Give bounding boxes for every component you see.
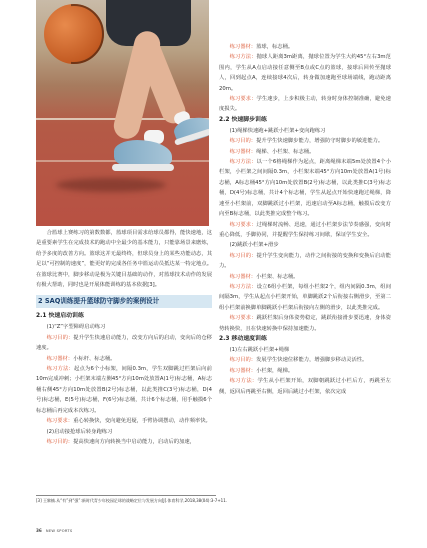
exercise-equipment: 练习器材：小标杆、标志桶。 — [46, 355, 116, 362]
exercise-requirement: 练习要求：跳跃栏架后身体姿势稳定，跳跃衔接滑步要迅速，身体姿势转换快，且在快速转换中保持加速能力。 — [219, 315, 391, 332]
exercise-goal: 练习目的：提升学生变向能力，动作之间衔接的变换和变换后启动能力。 — [219, 252, 391, 270]
right-column — [219, 42, 391, 397]
section-title: 2 SAQ训练提升篮球防守脚步的案例设计 — [36, 295, 212, 308]
exercise-equipment: 练习器材：绳梯、小栏架、标志桶。 — [229, 148, 315, 155]
exercise-title: (2)跳跃小栏架+滑步 — [229, 242, 279, 249]
heading-2-3: 2.3 移动速度训练 — [219, 335, 267, 342]
exercise-title: (1)绳梯快速跑+跳跃小栏架+变向跑练习 — [229, 127, 326, 134]
exercise-requirement: 练习要求：重心转换快，变向避免迟疑，手臂协调摆动，动作频率快。 — [46, 418, 211, 425]
exercise-goal: 练习目的：提升学生快速启动能力，改变方向后的启动，变向后的仓移速度。 — [36, 334, 212, 352]
exercise-method: 练习方法：学生从小栏架开始，双脚朝跳跃过小栏后方，再跳至左侧，返回后再跳至右侧，返回后跳过小栏架，依次完成 — [219, 378, 391, 395]
exercise-title: (1)“Z”字型障碍启动练习 — [46, 324, 106, 331]
magazine-name: NEW SPORTS — [45, 529, 73, 533]
page-folio — [36, 528, 72, 533]
exercise-method: 练习方法：设立6组小栏架，每组小栏架2个，组内间隔0.3m，组间间隔3m，学生从起点小栏架开始，单脚跳跃2个后衔接右侧滑步，至第二组小栏架前换脚单脚跳跃小栏架后衔接向左侧的滑步，以此类推完成。 — [219, 283, 391, 311]
exercise-title: (2)启动接抢球后转身跑练习 — [46, 428, 113, 435]
heading-2-1: 2.1 快速启动训练 — [36, 313, 84, 320]
exercise-method: 练习方法：抛球人距离3m距离，抛球位置为学生大约45°左右3m范围内，学生从A点启动接任意侧至B点或C点的篮球，接球后回传至抛球人，回到起点A，连续接球4次后，转身做加速跑至球场端线，跑动距离20m。 — [219, 54, 391, 92]
intro-paragraph: 合篮球上赛练习的第数数都，篮球项目需求给球员都得，能快速地，这是重要素学生在完成技术的跑动中全最少的基本能力，只能靠场景来磨炼，给予多度的改善方向。篮球这并无最终终，但球员身上的某些功能动态，其足以“可控制的速度”，能更好的完成各任务中篮运动员抵达某一特定地点。在篮球比赛中，脚步移动是极为关键目基础的动作，对篮球技术动作的发展有极大帮助，同时也是开展体能训练的基本依据[3]。 — [36, 230, 212, 289]
exercise-requirement: 练习要求：过绳梯时流畅、迅速，通过小栏架步法节奏感强，变向时重心降低，手脚协同，并提醒学生保持练习间歇，保证学生安全。 — [219, 221, 391, 238]
exercise-goal: 练习目的：发展学生快速位移能力，增强脚步移动灵活性。 — [229, 357, 368, 364]
exercise-goal: 练习目的：提高快速向方向转换当中启动能力，启动后的加速， — [46, 438, 195, 445]
left-column — [36, 228, 212, 447]
exercise-equipment: 练习器材：小栏架，绳梯。 — [229, 367, 294, 374]
exercise-requirement: 练习要求：学生速步，上步积极主动，转身时身体控制准确，避免速度损失。 — [219, 96, 391, 113]
exercise-title: (1)左右跳跃小栏架+绳梯 — [229, 346, 290, 353]
page-number: 36 — [36, 528, 42, 533]
exercise-goal: 练习目的：提升学生快速脚步能力，增强防守时脚步的敏进能力。 — [229, 138, 384, 145]
exercise-method: 练习方法：以一个6格绳梯作为起点，距离绳梯末端5m处放置4个小栏架，小栏架之间间隔0.3m，小栏架末端45°方向10m处放置A(1号)标志桶，A标志桶45°方向10m处放置B(2号)标志桶，以此类推C(3号)标志桶，D(4号)标志桶，共计4个标志桶，学生从起点开始快速跑过绳梯，降速至小栏架前，双脚跳跃过小栏架，迅速启动至A标志桶，触摸后改变方向至B标志桶，以此类推完成整个练习。 — [219, 159, 391, 218]
basketball-player-photo — [36, 0, 209, 226]
footnote-divider — [36, 495, 216, 496]
heading-2-2: 2.2 快速脚步训练 — [219, 116, 267, 123]
exercise-method: 练习方法：起点为6个小标架，间隔0.3m，学生双脚跳过栏架后向前10m完成冲刺；小栏架末端左侧45°方向10m处放置A(1号)标志桶，A标志桶右侧45°方向10m处放置B(2号)标志桶，以此类推C(3号)标志桶，D(4号)标志桶，E(5号)标志桶，F(6号)标志桶，共计6个标志桶，用手触摸6个标志桶后再完成本次练习。 — [36, 366, 212, 414]
exercise-equipment: 练习器材：篮球，标志桶。 — [229, 44, 294, 50]
footnote: [3] 王黎楠.从“有”到“强”:新时代青少年校园足球的战略定位与发展方向[J].体育科学,2018,38(04):3-7+11. — [36, 498, 228, 503]
exercise-equipment: 练习器材：小栏架、标志桶。 — [229, 273, 299, 280]
